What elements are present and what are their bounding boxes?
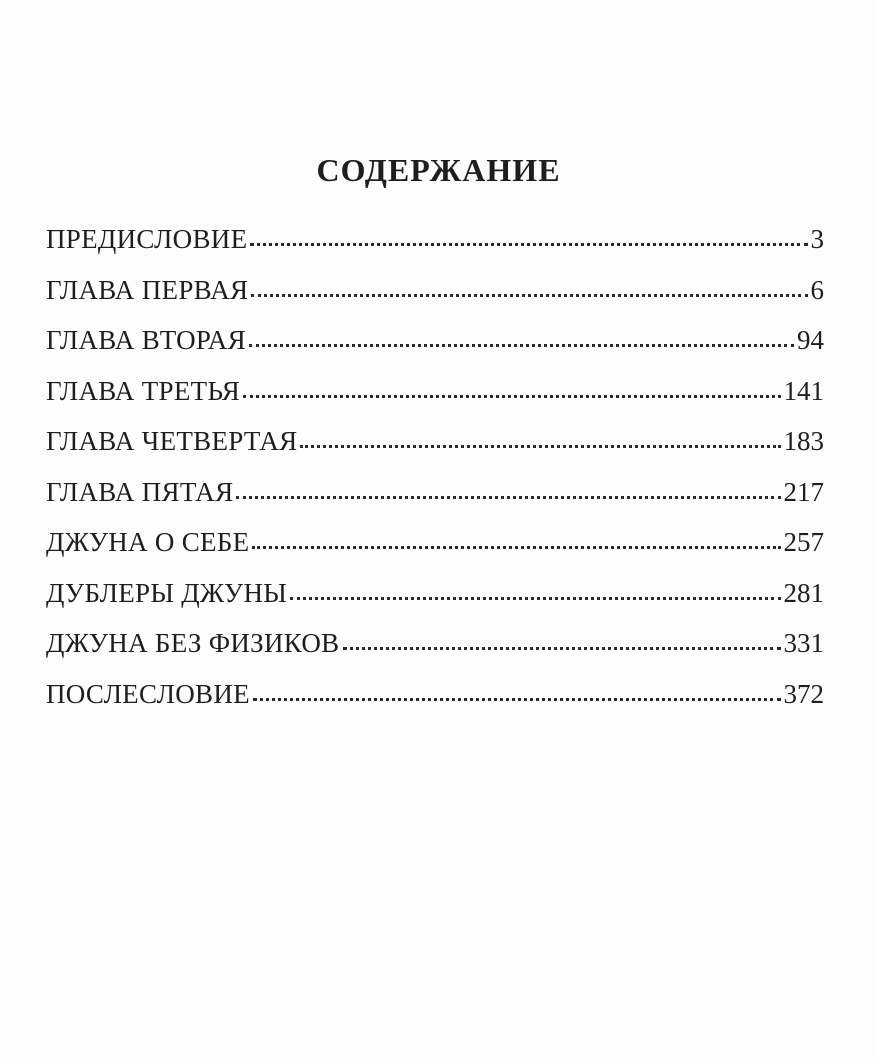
dot-leader bbox=[251, 294, 807, 297]
toc-entry-label: ПОСЛЕСЛОВИЕ bbox=[46, 678, 250, 709]
toc-entry-page: 217 bbox=[783, 476, 824, 507]
toc-entry-chapter-3 bbox=[46, 376, 824, 427]
dot-leader bbox=[253, 698, 781, 701]
toc-entry-page: 94 bbox=[797, 325, 824, 355]
dot-leader bbox=[249, 344, 794, 347]
toc-entry-label: ДУБЛЕРЫ ДЖУНЫ bbox=[46, 577, 288, 608]
toc-entry-label: ПРЕДИСЛОВИЕ bbox=[46, 224, 248, 254]
toc-list bbox=[46, 224, 824, 729]
toc-entry-page: 141 bbox=[783, 375, 824, 406]
toc-entry-chapter-2 bbox=[46, 325, 824, 376]
toc-entry-label: ДЖУНА БЕЗ ФИЗИКОВ bbox=[46, 628, 340, 658]
toc-entry-label: ГЛАВА ПЯТАЯ bbox=[46, 476, 234, 507]
dot-leader bbox=[343, 647, 781, 650]
toc-entry-chapter-4 bbox=[46, 426, 824, 477]
toc-entry-page: 281 bbox=[783, 577, 824, 608]
toc-entry-label: ГЛАВА ТРЕТЬЯ bbox=[46, 375, 241, 406]
dot-leader bbox=[236, 496, 780, 499]
toc-entry-page: 331 bbox=[783, 628, 824, 658]
dot-leader bbox=[250, 243, 807, 246]
toc-entry-afterword bbox=[46, 679, 824, 730]
toc-entry-page: 257 bbox=[783, 527, 824, 557]
toc-entry-page: 3 bbox=[810, 224, 824, 254]
toc-title: СОДЕРЖАНИЕ bbox=[316, 152, 561, 188]
dot-leader bbox=[243, 395, 780, 398]
toc-entry-doubles bbox=[46, 578, 824, 629]
toc-entry-label: ГЛАВА ЧЕТВЕРТАЯ bbox=[46, 426, 298, 456]
toc-entry-preface bbox=[46, 224, 824, 275]
toc-entry-chapter-1 bbox=[46, 275, 824, 326]
dot-leader bbox=[290, 597, 780, 600]
toc-entry-chapter-5 bbox=[46, 477, 824, 528]
dot-leader bbox=[300, 445, 780, 448]
toc-entry-label: ДЖУНА О СЕБЕ bbox=[46, 527, 250, 557]
toc-entry-about-self bbox=[46, 527, 824, 578]
toc-entry-label: ГЛАВА ПЕРВАЯ bbox=[46, 274, 249, 305]
toc-entry-without-physicists bbox=[46, 628, 824, 679]
toc-entry-page: 183 bbox=[783, 426, 824, 456]
toc-entry-label: ГЛАВА ВТОРАЯ bbox=[46, 325, 246, 355]
toc-entry-page: 6 bbox=[810, 274, 824, 305]
dot-leader bbox=[252, 546, 780, 549]
toc-entry-page: 372 bbox=[783, 678, 824, 709]
